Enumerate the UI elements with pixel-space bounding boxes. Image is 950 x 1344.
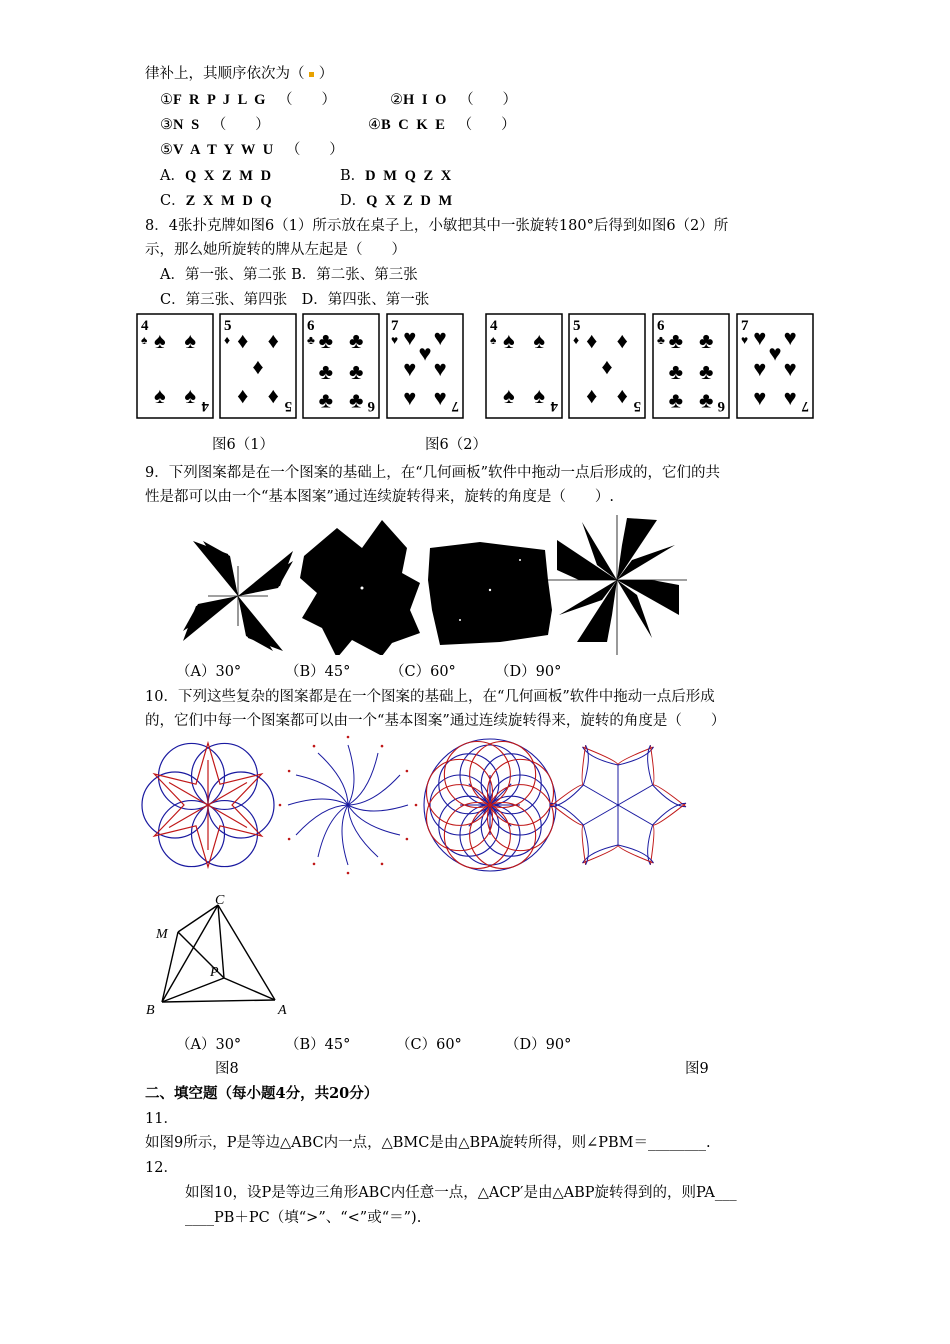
q9-patterns	[180, 510, 700, 655]
q7-row-2b: ④B C K E （ ）	[368, 117, 516, 133]
card-pip: ♠	[502, 328, 515, 353]
q12-line1: 如图10，设P是等边三角形ABC内任意一点，△ACP′是由△ABP旋转得到的，则PA___	[185, 1185, 737, 1201]
playing-card	[737, 314, 813, 418]
card-pip: ♥	[753, 385, 767, 411]
label-b: B	[146, 1003, 155, 1018]
red-dot	[381, 863, 384, 866]
card-rank: 6	[657, 318, 665, 334]
q9-option-d: （D）90°	[495, 664, 562, 680]
section-2-heading: 二、填空题（每小题4分，共20分）	[145, 1085, 379, 1102]
card-rank: 5	[573, 318, 581, 334]
card-rank-flipped: 7	[801, 398, 809, 414]
card-rank-flipped: 4	[201, 398, 209, 414]
card-pip: ♥	[403, 324, 417, 350]
red-dot	[313, 745, 316, 748]
label-p: P	[210, 965, 219, 980]
card-pip: ♥	[433, 324, 447, 350]
red-dot	[347, 872, 350, 875]
red-dot	[406, 838, 409, 841]
snowflake-arm	[583, 805, 618, 825]
rosette-pattern-1	[142, 743, 274, 867]
curve-arm	[348, 745, 354, 805]
card-rank-flipped: 7	[451, 398, 459, 414]
q9-option-a: （A）30°	[176, 664, 242, 680]
card-pip: ♥	[768, 340, 782, 366]
q10-option-c: （C）60°	[396, 1037, 462, 1053]
q7-option-b: B．D M Q Z X	[340, 168, 454, 184]
q11-number: 11．	[145, 1111, 178, 1127]
card-rank-flipped: 5	[284, 398, 292, 414]
red-dot	[313, 863, 316, 866]
card-rank-flipped: 4	[550, 398, 558, 414]
card-pip: ♣	[348, 328, 364, 353]
red-dot	[415, 804, 418, 807]
q8-line1: 8．4张扑克牌如图6（1）所示放在桌子上，小敏把其中一张旋转180°后得到如图6（2）所	[145, 218, 729, 234]
card-suit-small: ♣	[657, 333, 665, 347]
card-pip: ♥	[783, 324, 797, 350]
card-pip: ♥	[403, 385, 417, 411]
playing-card	[220, 314, 296, 418]
card-pip: ♦	[601, 354, 613, 379]
card-pip: ♣	[698, 328, 714, 353]
q9-line2: 性是都可以由一个“基本图案”通过连续旋转得来，旋转的角度是（ ）.	[145, 489, 614, 505]
q8-line2: 示，那么她所旋转的牌从左起是（ ）	[145, 242, 406, 258]
q8-opt2: C．第三张、第四张 D．第四张、第一张	[160, 292, 430, 308]
card-pip: ♣	[698, 359, 714, 385]
card-pip: ♠	[184, 328, 197, 353]
snowflake-arm	[583, 785, 618, 805]
card-rank-flipped: 5	[633, 398, 641, 414]
fig6-1-caption: 图6（1）	[212, 437, 274, 453]
card-pip: ♠	[153, 383, 166, 409]
card-pip: ♦	[267, 328, 279, 353]
curve-arm	[318, 753, 348, 805]
card-pip: ♣	[668, 328, 684, 353]
star-pattern-2	[300, 520, 420, 655]
red-dot	[381, 745, 384, 748]
q12-number: 12．	[145, 1160, 178, 1176]
q10-line1: 10．下列这些复杂的图案都是在一个图案的基础上，在“几何画板”软件中拖动一点后形成	[145, 689, 715, 705]
q10-option-a: （A）30°	[176, 1037, 242, 1053]
pinwheel-pattern-1	[183, 541, 293, 651]
q10-patterns	[140, 735, 700, 880]
q7-row-3: ⑤V A T Y W U （ ）	[160, 142, 344, 158]
red-dot	[288, 838, 291, 841]
card-pip: ♦	[237, 328, 249, 353]
q10-option-b: （B）45°	[285, 1037, 351, 1053]
card-pip: ♥	[753, 356, 767, 382]
q7-option-a: A．Q X Z M D	[160, 168, 274, 184]
card-pip: ♥	[783, 356, 797, 382]
snowflake-arm	[618, 805, 653, 825]
square-pattern-3	[428, 542, 552, 645]
card-rank: 4	[490, 318, 498, 334]
card-suit-small: ♦	[224, 333, 231, 347]
playing-card	[137, 314, 213, 418]
card-suit-small: ♠	[141, 333, 148, 347]
card-pip: ♥	[783, 385, 797, 411]
red-dot	[406, 770, 409, 773]
label-c: C	[215, 893, 225, 908]
fig6-2-caption: 图6（2）	[425, 437, 487, 453]
cards-figure	[135, 312, 820, 422]
playing-card	[303, 314, 379, 418]
card-pip: ♦	[616, 383, 628, 409]
curve-star-pattern-2	[279, 736, 418, 875]
card-pip: ♥	[433, 356, 447, 382]
pinwheel-pattern-4	[547, 515, 687, 655]
card-pip: ♠	[184, 383, 197, 409]
card-suit-small: ♣	[307, 333, 315, 347]
playing-card	[653, 314, 729, 418]
playing-card	[387, 314, 463, 418]
card-rank: 6	[307, 318, 315, 334]
snowflake-arm	[618, 785, 653, 805]
card-pip: ♥	[753, 324, 767, 350]
card-pip: ♥	[418, 340, 432, 366]
card-pip: ♦	[586, 383, 598, 409]
q7-row-1: ①F R P J L G （ ）	[160, 92, 336, 108]
card-pip: ♣	[348, 359, 364, 385]
fig8-caption: 图8	[215, 1061, 239, 1077]
playing-card	[486, 314, 562, 418]
card-pip: ♦	[252, 354, 264, 379]
card-rank-flipped: 6	[367, 398, 375, 414]
card-rank: 7	[741, 318, 749, 334]
q9-option-c: （C）60°	[390, 664, 456, 680]
q8-opt1: A．第一张、第二张 B．第二张、第三张	[160, 267, 418, 283]
curve-arm	[348, 805, 378, 857]
q7-intro: 律补上，其顺序依次为（ ）	[145, 66, 334, 82]
card-pip: ♣	[698, 387, 714, 413]
card-pip: ♦	[237, 383, 249, 409]
card-pip: ♣	[668, 359, 684, 385]
card-rank: 5	[224, 318, 232, 334]
red-dot	[347, 736, 350, 739]
card-pip: ♠	[533, 383, 546, 409]
q11-text: 如图9所示，P是等边△ABC内一点，△BMC是由△BPA旋转所得，则∠PBM＝________.	[145, 1135, 711, 1151]
card-pip: ♠	[502, 383, 515, 409]
curve-arm	[348, 775, 400, 805]
label-m: M	[156, 927, 168, 942]
q7-row-2: ③N S （ ）	[160, 117, 270, 133]
q7-option-c: C．Z X M D Q	[160, 193, 274, 209]
q7-row-1b: ②H I O （ ）	[390, 92, 518, 108]
playing-card	[569, 314, 645, 418]
red-dot	[288, 770, 291, 773]
q12-line2: ____PB＋PC（填“>”、“<”或“＝”).	[185, 1210, 422, 1226]
card-pip: ♦	[586, 328, 598, 353]
rosette-pattern-3	[424, 739, 556, 871]
curve-arm	[288, 799, 348, 805]
q10-option-d: （D）90°	[505, 1037, 572, 1053]
snowflake-pattern-4	[550, 745, 686, 865]
card-rank-flipped: 6	[717, 398, 725, 414]
figure-8-triangle	[140, 890, 300, 1020]
curve-arm	[296, 805, 348, 835]
curve-arm	[348, 805, 408, 811]
q9-line1: 9．下列图案都是在一个图案的基础上，在“几何画板”软件中拖动一点后形成的，它们的共	[145, 465, 721, 481]
fig9-caption: 图9	[685, 1061, 709, 1077]
card-pip: ♦	[267, 383, 279, 409]
card-pip: ♣	[318, 387, 334, 413]
card-pip: ♠	[153, 328, 166, 353]
curve-arm	[342, 805, 348, 865]
card-pip: ♣	[318, 359, 334, 385]
card-rank: 4	[141, 318, 149, 334]
card-pip: ♥	[433, 385, 447, 411]
q9-option-b: （B）45°	[285, 664, 351, 680]
label-a: A	[278, 1003, 287, 1018]
card-pip: ♣	[318, 328, 334, 353]
q7-option-d: D．Q X Z D M	[340, 193, 455, 209]
red-dot	[279, 804, 282, 807]
card-pip: ♥	[403, 356, 417, 382]
card-pip: ♣	[348, 387, 364, 413]
card-suit-small: ♦	[573, 333, 580, 347]
card-rank: 7	[391, 318, 399, 334]
card-pip: ♠	[533, 328, 546, 353]
pinwheel-blade	[203, 541, 238, 596]
card-suit-small: ♥	[741, 333, 749, 347]
card-suit-small: ♠	[490, 333, 497, 347]
q10-line2: 的，它们中每一个图案都可以由一个“基本图案”通过连续旋转得来，旋转的角度是（ ）	[145, 713, 726, 729]
card-pip: ♣	[668, 387, 684, 413]
card-pip: ♦	[616, 328, 628, 353]
card-suit-small: ♥	[391, 333, 399, 347]
